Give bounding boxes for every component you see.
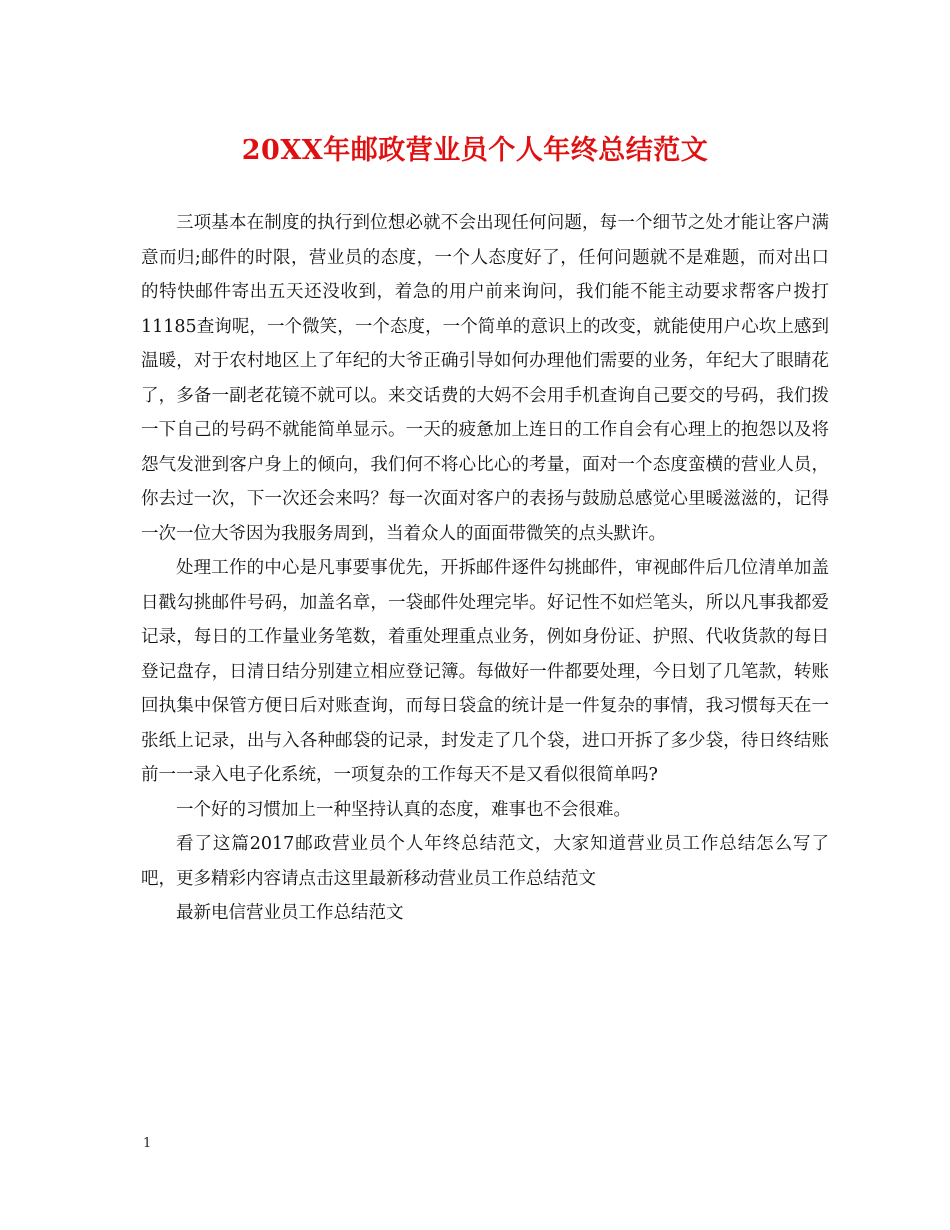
document-body [141, 206, 829, 931]
paragraph-1: 三项基本在制度的执行到位想必就不会出现任何问题，每一个细节之处才能让客户满意而归;邮件的时限，营业员的态度，一个人态度好了，任何问题就不是难题，而对出口的特快邮件寄出五天还没收到，着急的用户前来询问，我们能不能主动要求帮客户拨打11185查询呢，一个微笑，一个态度，一个简单的意识上的改变，就能使用户心坎上感到温暖，对于农村地区上了年纪的大爷正确引导如何办理他们需要的业务，年纪大了眼睛花了，多备一副老花镜不就可以。来交话费的大妈不会用手机查询自己要交的号码，我们拨一下自己的号码不就能简单显示。一天的疲惫加上连日的工作自会有心理上的抱怨以及将怨气发泄到客户身上的倾向，我们何不将心比心的考量，面对一个态度蛮横的营业人员，你去过一次，下一次还会来吗？每一次面对客户的表扬与鼓励总感觉心里暖滋滋的，记得一次一位大爷因为我服务周到，当着众人的面面带微笑的点头默许。 [141, 213, 829, 544]
paragraph-2: 处理工作的中心是凡事要事优先，开拆邮件逐件勾挑邮件，审视邮件后几位清单加盖日戳勾挑邮件号码，加盖名章，一袋邮件处理完毕。好记性不如烂笔头，所以凡事我都爱记录，每日的工作量业务笔数，着重处理重点业务，例如身份证、护照、代收货款的每日登记盘存，日清日结分别建立相应登记簿。每做好一件都要处理，今日划了几笔款，转账回执集中保管方便日后对账查询，而每日袋盒的统计是一件复杂的事情，我习惯每天在一张纸上记录，出与入各种邮袋的记录，封发走了几个袋，进口开拆了多少袋，待日终结账前一一录入电子化系统，一项复杂的工作每天不是又看似很简单吗? [141, 558, 829, 785]
document-title: 20XX年邮政营业员个人年终总结范文 [241, 135, 709, 166]
page-number: 1 [143, 1136, 152, 1151]
paragraph-4: 看了这篇2017邮政营业员个人年终总结范文，大家知道营业员工作总结怎么写了吧，更多精彩内容请点击这里最新移动营业员工作总结范文 [141, 834, 829, 889]
paragraph-3: 一个好的习惯加上一种坚持认真的态度，难事也不会很难。 [176, 799, 631, 820]
paragraph-5: 最新电信营业员工作总结范文 [176, 903, 404, 923]
